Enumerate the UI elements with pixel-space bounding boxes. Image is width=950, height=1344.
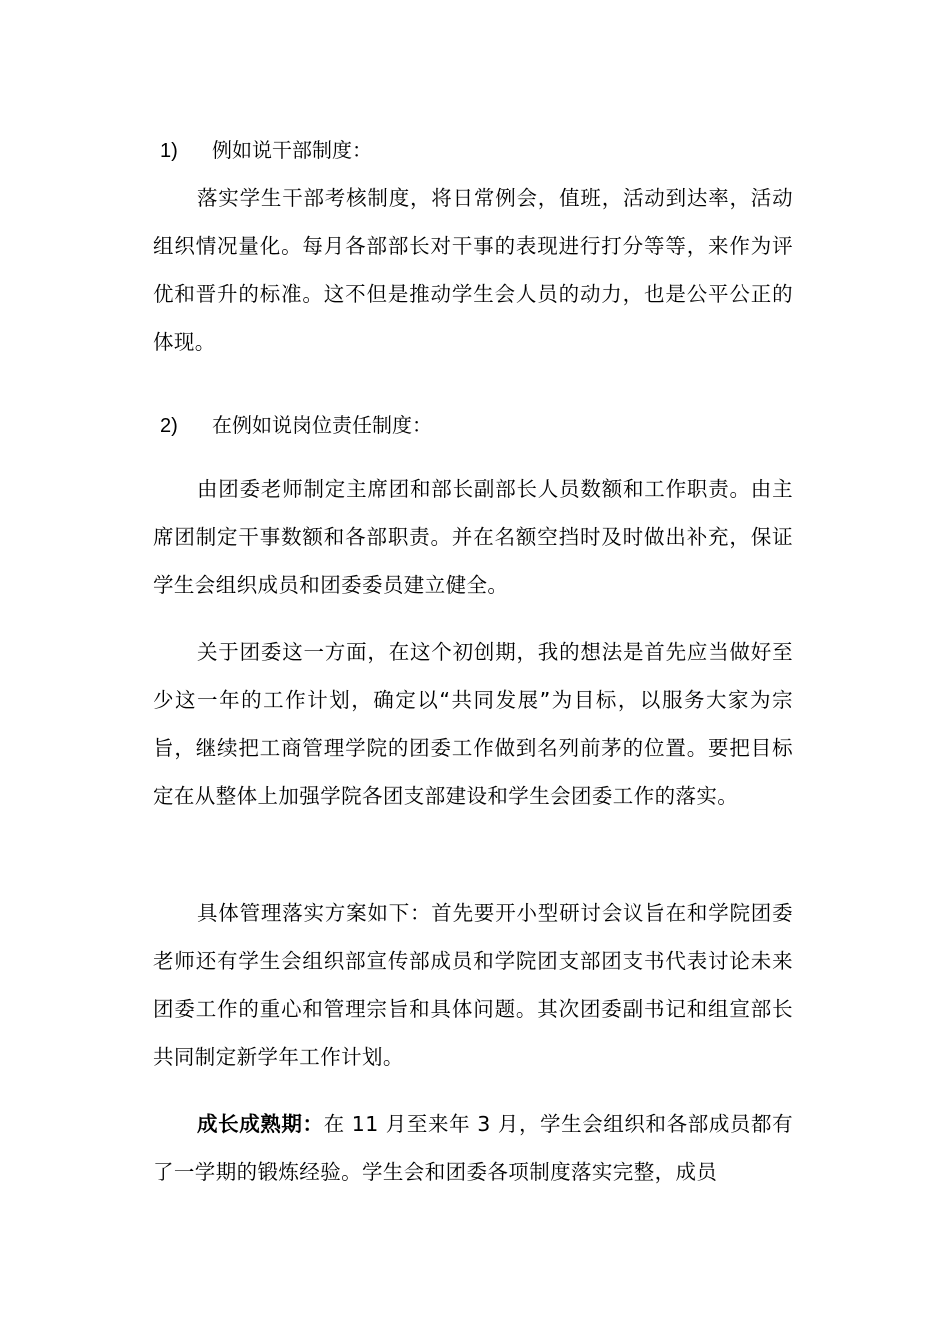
list-item-1 — [160, 136, 372, 165]
paragraph-implementation-plan: 具体管理落实方案如下：首先要开小型研讨会议旨在和学院团委老师还有学生会组织部宣传部成员和学院团支部团支书代表讨论未来团委工作的重心和管理宗旨和具体问题。其次团委副书记和组宣部长共同制定新学年工作计划。 — [153, 901, 793, 1069]
list-item-number: 1) — [160, 140, 178, 162]
list-item-2 — [160, 411, 432, 440]
paragraph-text: 在 11 月至来年 3 月，学生会组织和各部成员都有了一学期的锻炼经验。学生会和团委各项制度落实完整，成员 — [153, 1112, 794, 1184]
list-item-number: 2) — [160, 415, 178, 437]
bold-lead: 成长成熟期： — [197, 1112, 324, 1136]
paragraph-maturity-period — [153, 1100, 793, 1196]
paragraph-position-responsibility: 由团委老师制定主席团和部长副部长人员数额和工作职责。由主席团制定干事数额和各部职责。并在名额空挡时及时做出补充，保证学生会组织成员和团委委员建立健全。 — [153, 477, 793, 597]
paragraph-cadre-assessment: 落实学生干部考核制度，将日常例会，值班，活动到达率，活动组织情况量化。每月各部部长对干事的表现进行打分等等，来作为评优和晋升的标准。这不但是推动学生会人员的动力，也是公平公正的体现。 — [153, 186, 793, 354]
list-item-text: 例如说干部制度： — [212, 138, 372, 162]
paragraph-youth-league: 关于团委这一方面，在这个初创期，我的想法是首先应当做好至少这一年的工作计划，确定以“共同发展”为目标，以服务大家为宗旨，继续把工商管理学院的团委工作做到名列前茅的位置。要把目标定在从整体上加强学院各团支部建设和学生会团委工作的落实。 — [153, 640, 793, 808]
list-item-text: 在例如说岗位责任制度： — [212, 413, 432, 437]
